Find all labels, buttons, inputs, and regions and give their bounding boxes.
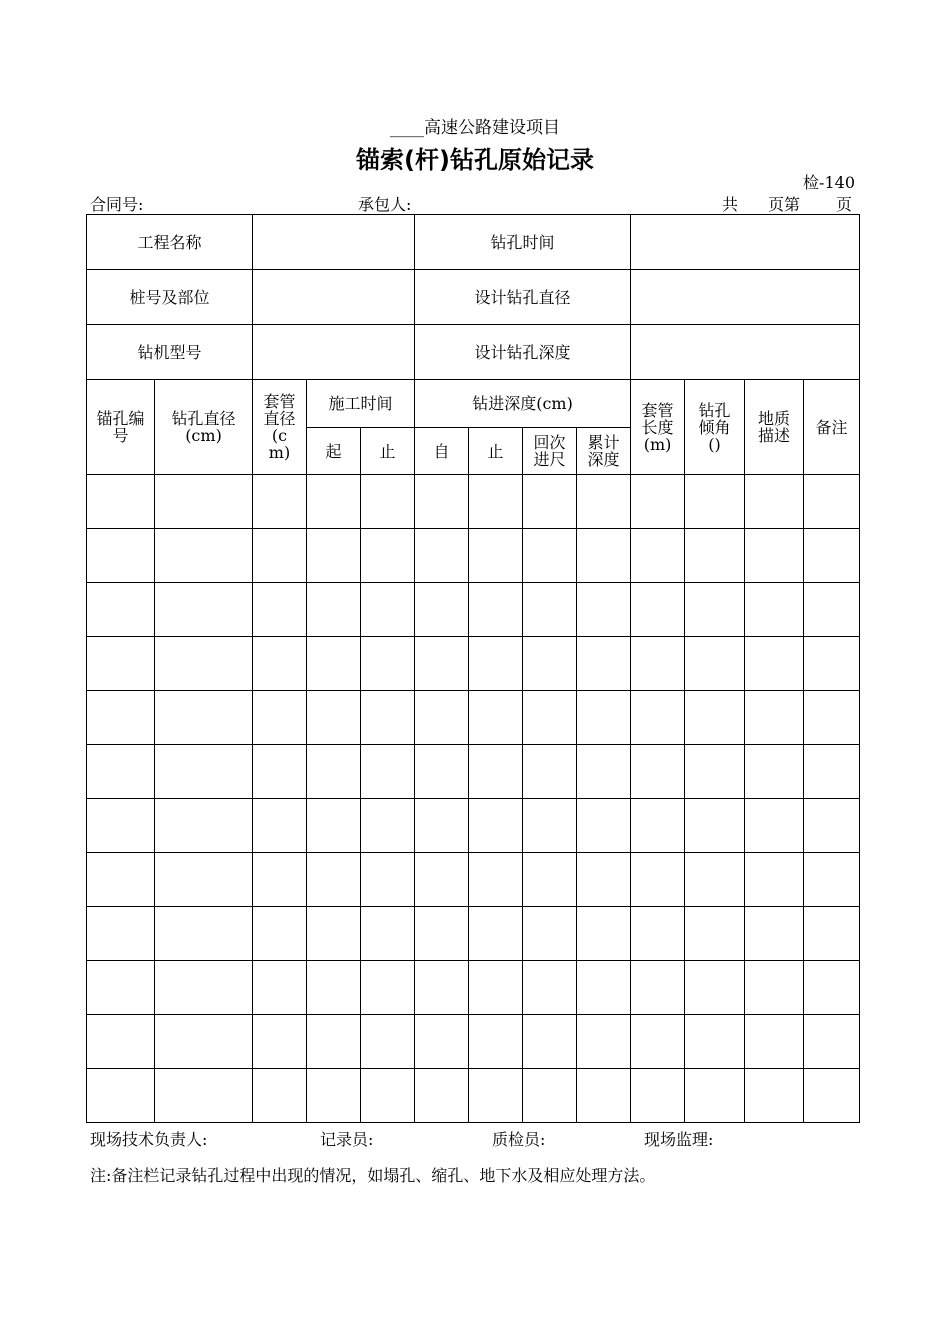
data-cell[interactable] [469, 691, 523, 745]
data-cell[interactable] [415, 799, 469, 853]
data-cell[interactable] [87, 691, 155, 745]
col-hole-angle: 钻孔倾角() [685, 380, 745, 475]
data-cell[interactable] [523, 475, 577, 529]
data-cell[interactable] [415, 637, 469, 691]
data-cell[interactable] [804, 853, 860, 907]
col-drilling-depth: 钻进深度(cm) [415, 380, 631, 428]
table-row [87, 637, 860, 691]
data-cell[interactable] [631, 1015, 685, 1069]
footnote: 注:备注栏记录钻孔过程中出现的情况，如塌孔、缩孔、地下水及相应处理方法。 [90, 1166, 656, 1185]
data-cell[interactable] [745, 799, 804, 853]
data-rows [87, 475, 860, 1123]
data-cell[interactable] [631, 799, 685, 853]
data-cell[interactable] [631, 745, 685, 799]
data-cell[interactable] [415, 691, 469, 745]
data-cell[interactable] [307, 799, 361, 853]
data-cell[interactable] [307, 907, 361, 961]
data-cell[interactable] [87, 745, 155, 799]
data-cell[interactable] [253, 583, 307, 637]
data-cell[interactable] [523, 583, 577, 637]
data-cell[interactable] [307, 745, 361, 799]
col-remark: 备注 [804, 380, 860, 475]
table-row [87, 691, 860, 745]
data-cell[interactable] [307, 691, 361, 745]
data-cell[interactable] [745, 529, 804, 583]
data-cell[interactable] [253, 799, 307, 853]
data-cell[interactable] [804, 745, 860, 799]
info-value-cell[interactable] [253, 270, 415, 325]
data-cell[interactable] [577, 691, 631, 745]
data-cell[interactable] [361, 853, 415, 907]
data-cell[interactable] [631, 853, 685, 907]
page-total-prefix: 共 [722, 195, 739, 214]
info-row [87, 325, 860, 380]
data-cell[interactable] [745, 691, 804, 745]
info-label: 设计钻孔直径 [415, 270, 631, 325]
data-cell[interactable] [253, 745, 307, 799]
data-cell[interactable] [87, 637, 155, 691]
data-cell[interactable] [577, 1069, 631, 1123]
data-cell[interactable] [631, 907, 685, 961]
data-cell[interactable] [87, 529, 155, 583]
data-cell[interactable] [361, 907, 415, 961]
data-cell[interactable] [253, 853, 307, 907]
data-cell[interactable] [685, 799, 745, 853]
column-header-row [87, 380, 860, 428]
data-cell[interactable] [87, 1015, 155, 1069]
col-depth-to: 止 [469, 428, 523, 475]
data-cell[interactable] [523, 1069, 577, 1123]
data-cell[interactable] [745, 583, 804, 637]
data-cell[interactable] [155, 961, 253, 1015]
inspector-label: 质检员: [492, 1130, 546, 1149]
data-cell[interactable] [155, 691, 253, 745]
data-cell[interactable] [577, 637, 631, 691]
data-cell[interactable] [685, 907, 745, 961]
data-cell[interactable] [361, 1015, 415, 1069]
col-hole-no: 锚孔编号 [87, 380, 155, 475]
col-diameter: 钻孔直径(cm) [155, 380, 253, 475]
data-cell[interactable] [155, 1015, 253, 1069]
col-time-start: 起 [307, 428, 361, 475]
data-cell[interactable] [307, 475, 361, 529]
data-cell[interactable] [523, 745, 577, 799]
data-cell[interactable] [631, 637, 685, 691]
data-cell[interactable] [415, 745, 469, 799]
data-cell[interactable] [577, 907, 631, 961]
info-value-cell[interactable] [253, 215, 415, 270]
data-cell[interactable] [804, 961, 860, 1015]
data-cell[interactable] [685, 475, 745, 529]
data-cell[interactable] [804, 1069, 860, 1123]
data-cell[interactable] [804, 475, 860, 529]
table-row [87, 961, 860, 1015]
data-cell[interactable] [307, 1069, 361, 1123]
data-cell[interactable] [307, 637, 361, 691]
data-cell[interactable] [523, 529, 577, 583]
table-row [87, 799, 860, 853]
table-row [87, 1069, 860, 1123]
data-cell[interactable] [577, 853, 631, 907]
data-cell[interactable] [253, 907, 307, 961]
data-cell[interactable] [469, 799, 523, 853]
col-casing-diameter: 套管直径(cm) [253, 380, 307, 475]
data-cell[interactable] [155, 475, 253, 529]
data-cell[interactable] [361, 475, 415, 529]
data-cell[interactable] [523, 799, 577, 853]
table-row [87, 745, 860, 799]
table-row [87, 475, 860, 529]
data-cell[interactable] [253, 475, 307, 529]
info-value-cell[interactable] [631, 325, 860, 380]
data-cell[interactable] [155, 853, 253, 907]
col-depth-from: 自 [415, 428, 469, 475]
data-cell[interactable] [685, 637, 745, 691]
data-cell[interactable] [523, 637, 577, 691]
data-cell[interactable] [804, 907, 860, 961]
table-row [87, 1015, 860, 1069]
data-cell[interactable] [361, 637, 415, 691]
table-row [87, 529, 860, 583]
data-cell[interactable] [631, 1069, 685, 1123]
col-time-end: 止 [361, 428, 415, 475]
data-cell[interactable] [361, 529, 415, 583]
data-cell[interactable] [804, 691, 860, 745]
data-cell[interactable] [87, 1069, 155, 1123]
data-cell[interactable] [631, 691, 685, 745]
recorder-label: 记录员: [320, 1130, 374, 1149]
data-cell[interactable] [415, 583, 469, 637]
data-cell[interactable] [804, 637, 860, 691]
data-cell[interactable] [361, 691, 415, 745]
data-cell[interactable] [307, 529, 361, 583]
data-cell[interactable] [253, 961, 307, 1015]
data-cell[interactable] [577, 1015, 631, 1069]
data-cell[interactable] [155, 583, 253, 637]
data-cell[interactable] [469, 637, 523, 691]
col-cumulative-depth: 累计深度 [577, 428, 631, 475]
data-cell[interactable] [307, 1015, 361, 1069]
contractor-label: 承包人: [358, 195, 412, 214]
data-cell[interactable] [415, 907, 469, 961]
data-cell[interactable] [577, 961, 631, 1015]
data-cell[interactable] [804, 1015, 860, 1069]
data-cell[interactable] [253, 1015, 307, 1069]
form-code: 检-140 [803, 173, 855, 192]
info-row [87, 215, 860, 270]
data-cell[interactable] [155, 745, 253, 799]
data-cell[interactable] [577, 529, 631, 583]
data-cell[interactable] [155, 1069, 253, 1123]
data-cell[interactable] [745, 637, 804, 691]
data-cell[interactable] [745, 475, 804, 529]
data-cell[interactable] [745, 907, 804, 961]
data-cell[interactable] [523, 691, 577, 745]
data-cell[interactable] [577, 475, 631, 529]
data-cell[interactable] [469, 529, 523, 583]
data-cell[interactable] [469, 583, 523, 637]
data-cell[interactable] [87, 961, 155, 1015]
info-label: 钻孔时间 [415, 215, 631, 270]
info-value-cell[interactable] [631, 270, 860, 325]
info-label: 钻机型号 [87, 325, 253, 380]
table-row [87, 583, 860, 637]
data-cell[interactable] [631, 961, 685, 1015]
data-cell[interactable] [577, 745, 631, 799]
tech-lead-label: 现场技术负责人: [90, 1130, 208, 1149]
data-cell[interactable] [253, 1069, 307, 1123]
col-geology: 地质描述 [745, 380, 804, 475]
data-cell[interactable] [804, 583, 860, 637]
data-cell[interactable] [745, 1069, 804, 1123]
data-cell[interactable] [469, 1069, 523, 1123]
project-line: ____高速公路建设项目 [390, 118, 560, 138]
data-cell[interactable] [415, 961, 469, 1015]
data-cell[interactable] [469, 853, 523, 907]
data-cell[interactable] [469, 745, 523, 799]
data-cell[interactable] [685, 1069, 745, 1123]
data-cell[interactable] [631, 583, 685, 637]
data-cell[interactable] [87, 799, 155, 853]
data-cell[interactable] [804, 529, 860, 583]
data-cell[interactable] [307, 961, 361, 1015]
data-cell[interactable] [685, 691, 745, 745]
data-cell[interactable] [361, 583, 415, 637]
data-cell[interactable] [87, 583, 155, 637]
table-row [87, 853, 860, 907]
data-cell[interactable] [523, 1015, 577, 1069]
col-run-length: 回次进尺 [523, 428, 577, 475]
data-cell[interactable] [469, 475, 523, 529]
data-cell[interactable] [361, 745, 415, 799]
data-cell[interactable] [469, 961, 523, 1015]
info-row [87, 270, 860, 325]
data-cell[interactable] [469, 907, 523, 961]
data-cell[interactable] [87, 853, 155, 907]
data-cell[interactable] [415, 475, 469, 529]
data-cell[interactable] [469, 1015, 523, 1069]
form-title: 锚索(杆)钻孔原始记录 [356, 146, 594, 174]
data-cell[interactable] [87, 475, 155, 529]
supervisor-label: 现场监理: [644, 1130, 714, 1149]
data-cell[interactable] [253, 529, 307, 583]
data-cell[interactable] [577, 583, 631, 637]
data-cell[interactable] [155, 907, 253, 961]
data-cell[interactable] [745, 853, 804, 907]
data-cell[interactable] [523, 853, 577, 907]
info-label: 设计钻孔深度 [415, 325, 631, 380]
data-cell[interactable] [253, 637, 307, 691]
info-label: 桩号及部位 [87, 270, 253, 325]
data-cell[interactable] [253, 691, 307, 745]
data-cell[interactable] [361, 961, 415, 1015]
data-cell[interactable] [415, 1069, 469, 1123]
data-cell[interactable] [155, 637, 253, 691]
data-cell[interactable] [745, 961, 804, 1015]
data-cell[interactable] [685, 853, 745, 907]
col-casing-length: 套管长度(m) [631, 380, 685, 475]
info-value-cell[interactable] [631, 215, 860, 270]
page-of-label: 页第 [768, 195, 801, 214]
data-cell[interactable] [631, 475, 685, 529]
page-suffix: 页 [836, 195, 853, 214]
data-cell[interactable] [745, 745, 804, 799]
contract-no-label: 合同号: [90, 195, 144, 214]
data-cell[interactable] [361, 1069, 415, 1123]
data-cell[interactable] [804, 799, 860, 853]
table-row [87, 907, 860, 961]
data-cell[interactable] [685, 583, 745, 637]
data-cell[interactable] [415, 1015, 469, 1069]
data-cell[interactable] [361, 799, 415, 853]
record-table [86, 214, 860, 1123]
col-construction-time: 施工时间 [307, 380, 415, 428]
data-cell[interactable] [685, 961, 745, 1015]
data-cell[interactable] [415, 853, 469, 907]
data-cell[interactable] [577, 799, 631, 853]
data-cell[interactable] [87, 907, 155, 961]
data-cell[interactable] [685, 1015, 745, 1069]
data-cell[interactable] [523, 907, 577, 961]
data-cell[interactable] [523, 961, 577, 1015]
info-label: 工程名称 [87, 215, 253, 270]
data-cell[interactable] [745, 1015, 804, 1069]
data-cell[interactable] [631, 529, 685, 583]
info-value-cell[interactable] [253, 325, 415, 380]
data-cell[interactable] [685, 745, 745, 799]
data-cell[interactable] [415, 529, 469, 583]
data-cell[interactable] [307, 583, 361, 637]
data-cell[interactable] [307, 853, 361, 907]
data-cell[interactable] [155, 799, 253, 853]
data-cell[interactable] [155, 529, 253, 583]
data-cell[interactable] [685, 529, 745, 583]
